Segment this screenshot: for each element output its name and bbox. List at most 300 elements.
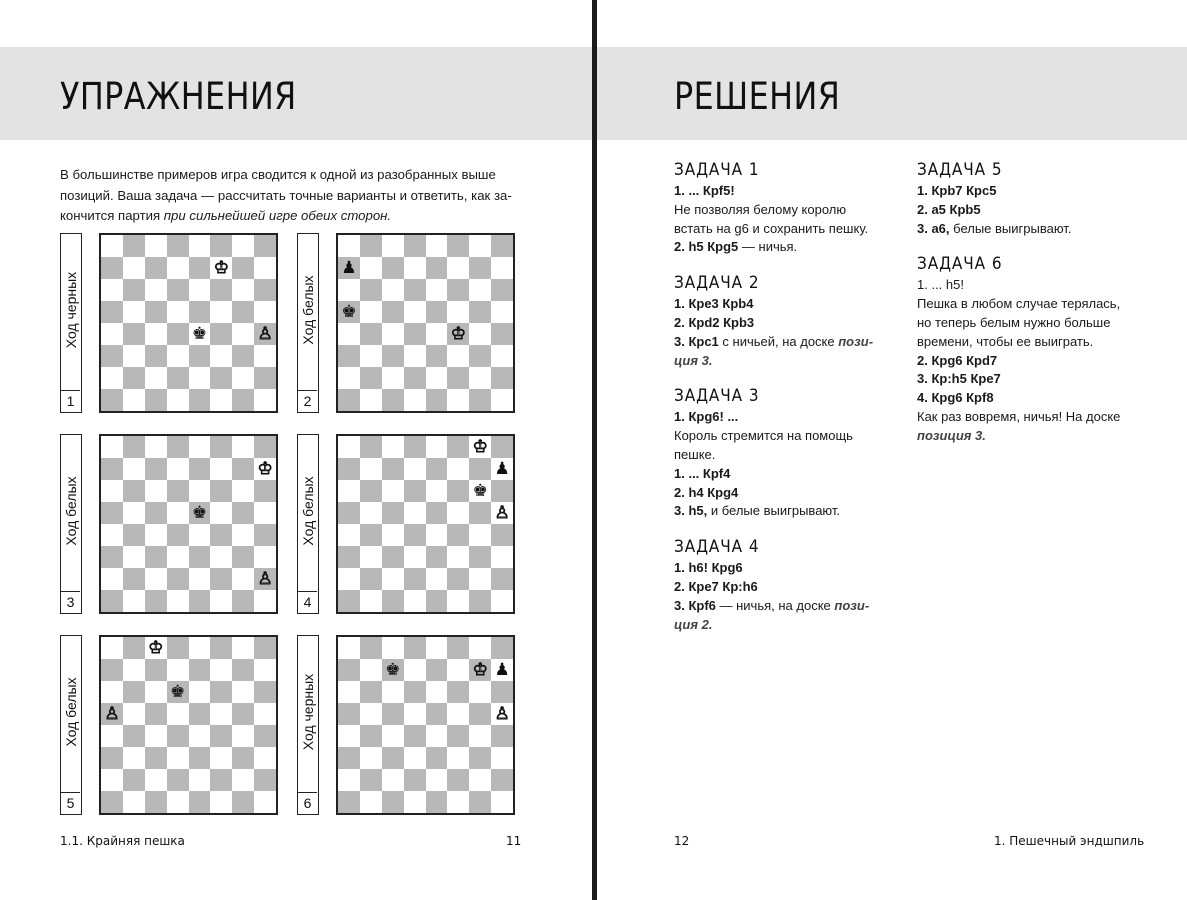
board-square <box>189 367 211 389</box>
board-square <box>338 389 360 411</box>
side-to-move-box <box>297 233 319 413</box>
board-square <box>101 769 123 791</box>
board-square <box>167 568 189 590</box>
solution-task-2 <box>674 271 894 370</box>
board-square <box>145 769 167 791</box>
board-square <box>232 769 254 791</box>
solution-line <box>674 295 894 314</box>
board-square <box>210 637 232 659</box>
chess-board <box>336 233 515 413</box>
board-square <box>167 323 189 345</box>
board-square <box>491 637 513 659</box>
board-square <box>210 345 232 367</box>
board-square <box>101 458 123 480</box>
board-square <box>404 389 426 411</box>
board-square <box>447 703 469 725</box>
board-square <box>145 725 167 747</box>
board-square <box>232 502 254 524</box>
board-square <box>404 769 426 791</box>
comment-text: — ничья. <box>738 239 798 255</box>
exercise-position-5 <box>60 635 278 815</box>
board-square <box>123 279 145 301</box>
board-square <box>232 524 254 546</box>
board-square <box>491 436 513 458</box>
board-square <box>447 480 469 502</box>
board-square <box>232 301 254 323</box>
board-square <box>101 279 123 301</box>
board-square <box>360 235 382 257</box>
board-square <box>123 436 145 458</box>
board-square <box>426 345 448 367</box>
board-square <box>167 367 189 389</box>
board-square <box>491 590 513 612</box>
board-square <box>426 568 448 590</box>
board-square <box>360 637 382 659</box>
board-square <box>404 301 426 323</box>
board-square <box>447 791 469 813</box>
solution-line <box>917 389 1137 408</box>
solution-line <box>917 408 1137 427</box>
board-square <box>254 546 276 568</box>
board-square <box>404 257 426 279</box>
board-square <box>491 345 513 367</box>
board-square <box>189 681 211 703</box>
board-square <box>123 769 145 791</box>
board-square <box>360 546 382 568</box>
board-square <box>447 345 469 367</box>
board-square <box>491 389 513 411</box>
board-square <box>145 791 167 813</box>
board-square <box>232 389 254 411</box>
position-number: 1 <box>61 390 80 412</box>
board-square <box>123 568 145 590</box>
board-square <box>469 301 491 323</box>
board-square <box>167 659 189 681</box>
board-square <box>426 436 448 458</box>
black-pawn-icon: ♟ <box>494 660 510 680</box>
solution-line <box>674 408 894 427</box>
board-square <box>360 747 382 769</box>
board-square <box>426 323 448 345</box>
board-square <box>189 546 211 568</box>
board-square <box>382 480 404 502</box>
board-square <box>469 568 491 590</box>
board-square <box>145 301 167 323</box>
board-square <box>101 546 123 568</box>
board-square <box>189 747 211 769</box>
position-number: 4 <box>298 591 317 613</box>
board-square <box>167 502 189 524</box>
board-square <box>491 681 513 703</box>
board-square <box>469 389 491 411</box>
board-square <box>469 769 491 791</box>
black-king-icon: ♚ <box>191 503 208 523</box>
move-text: 2. a5 Крb5 <box>917 201 981 217</box>
board-square <box>426 524 448 546</box>
board-square <box>232 279 254 301</box>
board-square <box>210 703 232 725</box>
white-king-icon: ♔ <box>472 660 488 680</box>
board-square <box>382 235 404 257</box>
exercise-position-1 <box>60 233 278 413</box>
solution-line <box>674 578 894 597</box>
board-square <box>123 502 145 524</box>
board-square <box>210 301 232 323</box>
board-square <box>145 659 167 681</box>
board-square <box>382 568 404 590</box>
board-square <box>123 725 145 747</box>
exercise-position-4 <box>297 434 515 614</box>
board-square <box>145 546 167 568</box>
board-square <box>447 502 469 524</box>
board-square <box>145 458 167 480</box>
board-square <box>469 367 491 389</box>
board-square <box>404 681 426 703</box>
board-square <box>426 637 448 659</box>
board-square <box>382 747 404 769</box>
board-square <box>167 480 189 502</box>
board-square <box>404 458 426 480</box>
board-square <box>338 436 360 458</box>
board-square <box>426 458 448 480</box>
board-square <box>254 367 276 389</box>
board-square <box>447 235 469 257</box>
board-square <box>210 769 232 791</box>
board-square <box>189 436 211 458</box>
board-square <box>189 659 211 681</box>
side-to-move-label: Ход черных <box>300 673 316 751</box>
board-square <box>101 502 123 524</box>
side-to-move-box <box>60 233 82 413</box>
board-square <box>189 590 211 612</box>
board-square <box>338 323 360 345</box>
board-square <box>167 301 189 323</box>
board-square <box>404 546 426 568</box>
move-text: 2. h4 Крg4 <box>674 484 739 500</box>
solution-line <box>917 276 1137 295</box>
board-square <box>101 480 123 502</box>
board-square <box>254 436 276 458</box>
board-square <box>382 725 404 747</box>
board-square <box>254 703 276 725</box>
solutions-column-1 <box>674 158 894 648</box>
board-square <box>382 681 404 703</box>
board-square <box>360 703 382 725</box>
chess-board <box>99 434 278 614</box>
board-square <box>101 436 123 458</box>
right-page <box>597 0 1187 900</box>
solution-task-1 <box>674 158 894 257</box>
board-square <box>210 659 232 681</box>
intro-line-3-italic: при сильнейшей игре обеих сторон. <box>163 208 392 223</box>
board-square <box>232 791 254 813</box>
board-square <box>232 568 254 590</box>
board-square <box>338 769 360 791</box>
board-square <box>338 502 360 524</box>
black-king-icon: ♚ <box>191 324 208 344</box>
board-square <box>123 681 145 703</box>
solution-line <box>674 427 894 446</box>
board-square <box>123 590 145 612</box>
board-square <box>210 436 232 458</box>
board-square <box>101 323 123 345</box>
solution-line <box>917 295 1137 314</box>
board-square <box>360 257 382 279</box>
board-square <box>447 590 469 612</box>
board-square <box>210 389 232 411</box>
solution-line <box>674 502 894 521</box>
board-square <box>447 568 469 590</box>
board-square <box>254 791 276 813</box>
solution-line <box>674 333 894 352</box>
board-square <box>426 769 448 791</box>
solution-line <box>917 220 1137 239</box>
board-square <box>232 345 254 367</box>
board-square <box>101 257 123 279</box>
position-number: 3 <box>61 591 80 613</box>
board-square <box>469 747 491 769</box>
board-square <box>254 235 276 257</box>
comment-text: встать на g6 и сохранить пешку. <box>674 220 869 236</box>
board-square <box>491 769 513 791</box>
board-square <box>382 257 404 279</box>
board-square <box>360 279 382 301</box>
board-square <box>338 524 360 546</box>
board-square <box>447 458 469 480</box>
board-square <box>382 769 404 791</box>
board-square <box>404 659 426 681</box>
position-number: 5 <box>61 792 80 814</box>
board-square <box>338 637 360 659</box>
solution-line <box>674 465 894 484</box>
board-square <box>123 659 145 681</box>
solution-line <box>917 333 1137 352</box>
board-square <box>382 389 404 411</box>
white-king-icon: ♔ <box>148 638 164 658</box>
board-square <box>232 323 254 345</box>
comment-text: времени, чтобы ее выиграть. <box>917 333 1094 349</box>
board-square <box>101 389 123 411</box>
solution-line <box>917 182 1137 201</box>
board-square <box>254 524 276 546</box>
chess-board <box>99 635 278 815</box>
board-square <box>338 480 360 502</box>
board-square <box>338 590 360 612</box>
board-square <box>232 725 254 747</box>
white-pawn-icon: ♙ <box>257 324 273 344</box>
solution-line <box>674 616 894 635</box>
board-square <box>254 389 276 411</box>
board-square <box>426 725 448 747</box>
board-square <box>232 367 254 389</box>
board-square <box>426 681 448 703</box>
board-square <box>210 568 232 590</box>
exercise-grid <box>60 233 515 815</box>
intro-line-1: В большинстве примеров игра сводится к одной из разобранных выше <box>60 167 496 182</box>
task-title: ЗАДАЧА 3 <box>674 386 760 407</box>
board-square <box>447 681 469 703</box>
board-square <box>491 524 513 546</box>
board-square <box>404 323 426 345</box>
exercise-position-3 <box>60 434 278 614</box>
board-square <box>447 637 469 659</box>
board-square <box>189 703 211 725</box>
black-king-icon: ♚ <box>341 302 357 322</box>
board-square <box>491 257 513 279</box>
board-square <box>123 458 145 480</box>
solution-task-3 <box>674 384 894 521</box>
board-square <box>167 747 189 769</box>
side-to-move-box <box>297 635 319 815</box>
board-square <box>101 659 123 681</box>
board-square <box>123 524 145 546</box>
board-square <box>232 546 254 568</box>
board-square <box>145 323 167 345</box>
comment-text: — ничья, на доске <box>715 597 835 613</box>
position-reference: пози- <box>834 597 870 613</box>
board-square <box>232 703 254 725</box>
board-square <box>360 590 382 612</box>
board-square <box>491 568 513 590</box>
board-square <box>491 480 513 502</box>
board-square <box>123 791 145 813</box>
move-text: 3. h5, <box>674 503 708 519</box>
black-king-icon: ♚ <box>385 660 401 680</box>
board-square <box>254 590 276 612</box>
solution-line <box>674 352 894 371</box>
board-square <box>338 747 360 769</box>
board-square <box>447 389 469 411</box>
board-square <box>447 747 469 769</box>
board-square <box>101 747 123 769</box>
board-square <box>469 546 491 568</box>
board-square <box>382 279 404 301</box>
board-square <box>360 301 382 323</box>
solution-line <box>674 238 894 257</box>
solution-line <box>674 220 894 239</box>
board-square <box>254 279 276 301</box>
board-square <box>167 436 189 458</box>
chess-board <box>336 434 515 614</box>
board-square <box>382 458 404 480</box>
intro-paragraph <box>60 165 515 227</box>
comment-text: с ничьей, на доске <box>718 333 839 349</box>
comment-text: белые выигрывают. <box>949 220 1072 236</box>
right-header-band <box>597 47 1187 140</box>
board-square <box>426 502 448 524</box>
board-square <box>210 747 232 769</box>
solutions-column-2 <box>917 158 1137 460</box>
board-square <box>145 389 167 411</box>
move-text: 4. Крg6 Крf8 <box>917 390 994 406</box>
board-square <box>167 703 189 725</box>
board-square <box>101 637 123 659</box>
board-square <box>447 524 469 546</box>
board-square <box>145 502 167 524</box>
board-square <box>123 257 145 279</box>
board-square <box>101 568 123 590</box>
board-square <box>232 235 254 257</box>
black-king-icon: ♚ <box>472 481 488 501</box>
board-square <box>469 279 491 301</box>
board-square <box>491 235 513 257</box>
board-square <box>254 659 276 681</box>
board-square <box>338 235 360 257</box>
board-square <box>426 301 448 323</box>
solution-line <box>674 182 894 201</box>
move-text: 3. Крf6 <box>674 597 716 613</box>
position-reference: позиция 3. <box>917 427 986 443</box>
board-square <box>145 747 167 769</box>
black-pawn-icon: ♟ <box>494 459 510 479</box>
exercise-position-6 <box>297 635 515 815</box>
board-square <box>123 235 145 257</box>
task-title: ЗАДАЧА 2 <box>674 273 760 294</box>
side-to-move-label: Ход белых <box>300 275 316 345</box>
move-text: 2. h5 Крg5 <box>674 239 739 255</box>
solution-line <box>917 352 1137 371</box>
intro-line-3 <box>60 206 515 227</box>
board-square <box>404 279 426 301</box>
board-square <box>254 769 276 791</box>
board-square <box>382 301 404 323</box>
board-square <box>360 568 382 590</box>
board-square <box>210 502 232 524</box>
black-king-icon: ♚ <box>169 682 186 702</box>
board-square <box>469 681 491 703</box>
position-reference: ция 2. <box>674 616 713 632</box>
board-square <box>469 458 491 480</box>
solution-line <box>674 559 894 578</box>
board-square <box>469 590 491 612</box>
board-square <box>167 389 189 411</box>
board-square <box>404 502 426 524</box>
comment-text: Пешка в любом случае терялась, <box>917 296 1121 312</box>
board-square <box>167 769 189 791</box>
board-square <box>426 480 448 502</box>
side-to-move-label: Ход черных <box>63 271 79 349</box>
board-square <box>469 637 491 659</box>
board-square <box>338 279 360 301</box>
board-square <box>360 480 382 502</box>
move-text: 1. Крb7 Крc5 <box>917 183 997 198</box>
board-square <box>447 257 469 279</box>
board-square <box>360 524 382 546</box>
board-square <box>210 590 232 612</box>
board-square <box>145 568 167 590</box>
board-square <box>426 791 448 813</box>
move-text: 3. Крc1 <box>674 333 719 349</box>
board-square <box>254 502 276 524</box>
white-pawn-icon: ♙ <box>494 704 510 724</box>
solution-line <box>917 314 1137 333</box>
task-title: ЗАДАЧА 4 <box>674 537 760 558</box>
solution-task-5 <box>917 158 1137 238</box>
board-square <box>145 681 167 703</box>
board-square <box>360 791 382 813</box>
board-square <box>123 637 145 659</box>
board-square <box>447 279 469 301</box>
white-pawn-icon: ♙ <box>494 503 510 523</box>
board-square <box>360 502 382 524</box>
board-square <box>254 637 276 659</box>
board-square <box>167 524 189 546</box>
board-square <box>232 637 254 659</box>
side-to-move-label: Ход белых <box>63 677 79 747</box>
board-square <box>382 546 404 568</box>
side-to-move-label: Ход белых <box>63 476 79 546</box>
board-square <box>426 367 448 389</box>
